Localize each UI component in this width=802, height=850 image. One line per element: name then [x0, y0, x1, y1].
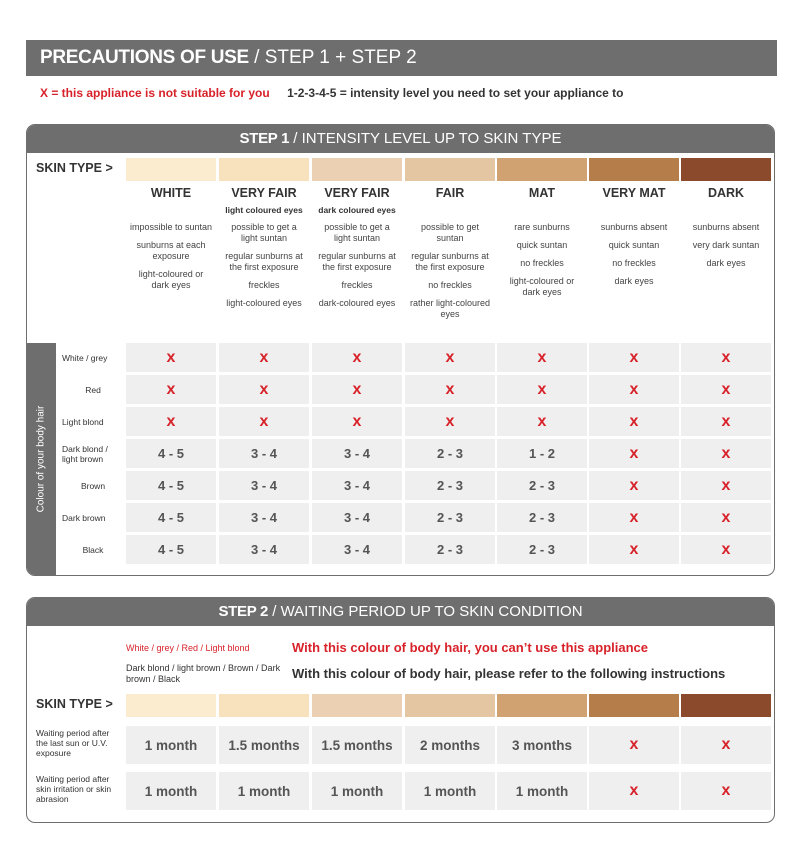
- skin-type-name: VERY FAIR: [324, 186, 390, 200]
- intensity-cell: x: [219, 343, 309, 372]
- description-line: sunburns absent: [600, 222, 668, 232]
- intensity-cell: 2 - 3: [497, 503, 587, 532]
- description-line: sunburns at each exposure: [136, 240, 206, 261]
- intensity-cell: x: [405, 375, 495, 404]
- step2-msg-dark: With this colour of body hair, please refer to the following instructions: [292, 666, 726, 681]
- waiting-period-cell: 3 months: [497, 726, 587, 764]
- intensity-cell: x: [589, 535, 679, 564]
- skin-type-name: VERY MAT: [602, 186, 666, 200]
- waiting-period-cell: 1 month: [405, 772, 495, 810]
- step2-heading: [27, 598, 774, 626]
- skin-type-name: VERY FAIR: [231, 186, 297, 200]
- skin-swatch: [219, 694, 309, 717]
- step2-panel: [26, 597, 775, 823]
- step2-title-rest: / WAITING PERIOD UP TO SKIN CONDITION: [268, 603, 583, 620]
- intensity-cell: x: [589, 407, 679, 436]
- description-line: rather light-coloured eyes: [409, 298, 491, 319]
- intensity-cell: x: [589, 439, 679, 468]
- intensity-cell: x: [219, 375, 309, 404]
- skin-swatch: [126, 158, 216, 181]
- hair-colour-row-label: Black: [82, 544, 104, 555]
- hair-colour-row-label: Brown: [80, 480, 106, 491]
- skin-type-subtitle: dark coloured eyes: [318, 205, 396, 215]
- intensity-cell: 3 - 4: [219, 503, 309, 532]
- description-line: possible to get suntan: [420, 222, 480, 243]
- step1-panel: [26, 124, 775, 576]
- intensity-cell: x: [312, 343, 402, 372]
- description-line: quick suntan: [516, 240, 568, 250]
- intensity-cell: 2 - 3: [497, 535, 587, 564]
- skin-swatch: [405, 158, 495, 181]
- waiting-period-cell: 1 month: [219, 772, 309, 810]
- skin-swatch: [312, 158, 402, 181]
- skin-swatch: [126, 694, 216, 717]
- skin-type-description: [408, 222, 492, 327]
- waiting-period-cell: 1 month: [126, 772, 216, 810]
- intensity-cell: x: [405, 343, 495, 372]
- intensity-cell: 3 - 4: [219, 535, 309, 564]
- intensity-cell: 2 - 3: [405, 439, 495, 468]
- step1-skin-type-label: SKIN TYPE >: [36, 161, 113, 175]
- intensity-cell: x: [589, 343, 679, 372]
- description-line: very dark suntan: [692, 240, 760, 250]
- waiting-period-cell: 1 month: [126, 726, 216, 764]
- skin-type-name: WHITE: [150, 186, 192, 200]
- skin-type-description: [684, 222, 768, 276]
- intensity-cell: x: [589, 375, 679, 404]
- skin-type-name: MAT: [528, 186, 556, 200]
- skin-swatch: [681, 158, 771, 181]
- intensity-cell: x: [219, 407, 309, 436]
- description-line: possible to get a light suntan: [231, 222, 297, 243]
- legend-x-meaning: X = this appliance is not suitable for you: [40, 86, 270, 100]
- legend-levels-meaning: 1-2-3-4-5 = intensity level you need to set your appliance to: [287, 86, 624, 100]
- intensity-cell: x: [126, 343, 216, 372]
- intensity-cell: x: [126, 407, 216, 436]
- hair-colour-row-label: Light blond: [62, 416, 104, 427]
- waiting-period-cell: 1.5 months: [219, 726, 309, 764]
- description-line: quick suntan: [608, 240, 660, 250]
- waiting-row-label: Waiting period after the last sun or U.V. exposure: [36, 728, 110, 758]
- intensity-cell: 2 - 3: [405, 503, 495, 532]
- skin-type-description: [129, 222, 213, 298]
- skin-swatch: [589, 158, 679, 181]
- skin-type-name: DARK: [707, 186, 745, 200]
- description-line: freckles: [341, 280, 373, 290]
- intensity-cell: 2 - 3: [497, 471, 587, 500]
- skin-swatch: [497, 158, 587, 181]
- description-line: dark eyes: [614, 276, 654, 286]
- step2-skin-type-label: SKIN TYPE >: [36, 697, 113, 711]
- intensity-cell: x: [681, 375, 771, 404]
- skin-type-name: FAIR: [435, 186, 465, 200]
- waiting-period-cell: x: [589, 726, 679, 764]
- intensity-cell: 4 - 5: [126, 439, 216, 468]
- description-line: no freckles: [520, 258, 564, 268]
- step2-hair-red: White / grey / Red / Light blond: [126, 643, 250, 653]
- intensity-cell: x: [681, 535, 771, 564]
- skin-type-description: [592, 222, 676, 294]
- header-title-rest: / STEP 1 + STEP 2: [248, 47, 417, 68]
- intensity-cell: x: [497, 343, 587, 372]
- intensity-cell: 4 - 5: [126, 535, 216, 564]
- intensity-cell: 3 - 4: [312, 503, 402, 532]
- step2-hair-dark: Dark blond / light brown / Brown / Dark brown / Black: [126, 663, 281, 684]
- intensity-cell: 2 - 3: [405, 471, 495, 500]
- waiting-period-cell: 1 month: [312, 772, 402, 810]
- legend: [40, 86, 624, 100]
- description-line: no freckles: [428, 280, 472, 290]
- intensity-cell: x: [681, 503, 771, 532]
- description-line: no freckles: [612, 258, 656, 268]
- step1-title-bold: STEP 1: [239, 130, 290, 147]
- intensity-cell: 4 - 5: [126, 471, 216, 500]
- intensity-cell: x: [589, 503, 679, 532]
- waiting-period-cell: 1 month: [497, 772, 587, 810]
- intensity-cell: x: [497, 407, 587, 436]
- intensity-cell: x: [312, 375, 402, 404]
- skin-swatch: [589, 694, 679, 717]
- description-line: possible to get a light suntan: [324, 222, 390, 243]
- page-header: [26, 40, 777, 76]
- hair-colour-row-label: Dark brown: [62, 512, 106, 523]
- hair-colour-row-label: Red: [85, 384, 101, 395]
- intensity-cell: 3 - 4: [312, 471, 402, 500]
- hair-colour-row-label: White / grey: [62, 352, 108, 363]
- description-line: regular sunburns at the first exposure: [225, 251, 303, 272]
- intensity-cell: x: [126, 375, 216, 404]
- intensity-cell: 1 - 2: [497, 439, 587, 468]
- intensity-cell: x: [312, 407, 402, 436]
- intensity-cell: x: [681, 439, 771, 468]
- skin-type-description: [222, 222, 306, 316]
- description-line: impossible to suntan: [129, 222, 213, 232]
- skin-swatch: [497, 694, 587, 717]
- description-line: dark eyes: [706, 258, 746, 268]
- description-line: rare sunburns: [514, 222, 570, 232]
- skin-type-description: [500, 222, 584, 305]
- description-line: regular sunburns at the first exposure: [318, 251, 396, 272]
- intensity-cell: 3 - 4: [312, 439, 402, 468]
- intensity-cell: x: [681, 343, 771, 372]
- intensity-cell: 2 - 3: [405, 535, 495, 564]
- skin-type-description: [315, 222, 399, 316]
- step2-msg-red: With this colour of body hair, you can’t use this appliance: [292, 640, 648, 655]
- intensity-cell: 3 - 4: [312, 535, 402, 564]
- skin-type-subtitle: light coloured eyes: [225, 205, 303, 215]
- intensity-cell: 3 - 4: [219, 439, 309, 468]
- description-line: freckles: [248, 280, 280, 290]
- skin-swatch: [219, 158, 309, 181]
- description-line: sunburns absent: [692, 222, 760, 232]
- intensity-cell: x: [405, 407, 495, 436]
- intensity-cell: x: [681, 407, 771, 436]
- description-line: regular sunburns at the first exposure: [411, 251, 489, 272]
- description-line: dark-coloured eyes: [318, 298, 396, 308]
- skin-swatch: [405, 694, 495, 717]
- hair-colour-row-label: Dark blond / light brown: [62, 443, 108, 464]
- waiting-period-cell: x: [681, 772, 771, 810]
- skin-swatch: [312, 694, 402, 717]
- intensity-cell: x: [681, 471, 771, 500]
- intensity-cell: 4 - 5: [126, 503, 216, 532]
- hair-colour-sidebar: [27, 343, 56, 576]
- header-title-bold: PRECAUTIONS OF USE: [40, 47, 249, 68]
- description-line: light-coloured or dark eyes: [138, 269, 204, 290]
- intensity-cell: x: [589, 471, 679, 500]
- step1-title-rest: / INTENSITY LEVEL UP TO SKIN TYPE: [289, 130, 562, 147]
- waiting-period-cell: 2 months: [405, 726, 495, 764]
- description-line: light-coloured or dark eyes: [509, 276, 575, 297]
- description-line: light-coloured eyes: [226, 298, 302, 308]
- waiting-row-label: Waiting period after skin irritation or skin abrasion: [36, 774, 112, 804]
- intensity-cell: 3 - 4: [219, 471, 309, 500]
- step1-heading: [27, 125, 774, 153]
- waiting-period-cell: 1.5 months: [312, 726, 402, 764]
- step2-title-bold: STEP 2: [218, 603, 269, 620]
- waiting-period-cell: x: [589, 772, 679, 810]
- waiting-period-cell: x: [681, 726, 771, 764]
- skin-swatch: [681, 694, 771, 717]
- intensity-cell: x: [497, 375, 587, 404]
- hair-colour-side-label: Colour of your body hair: [35, 405, 47, 513]
